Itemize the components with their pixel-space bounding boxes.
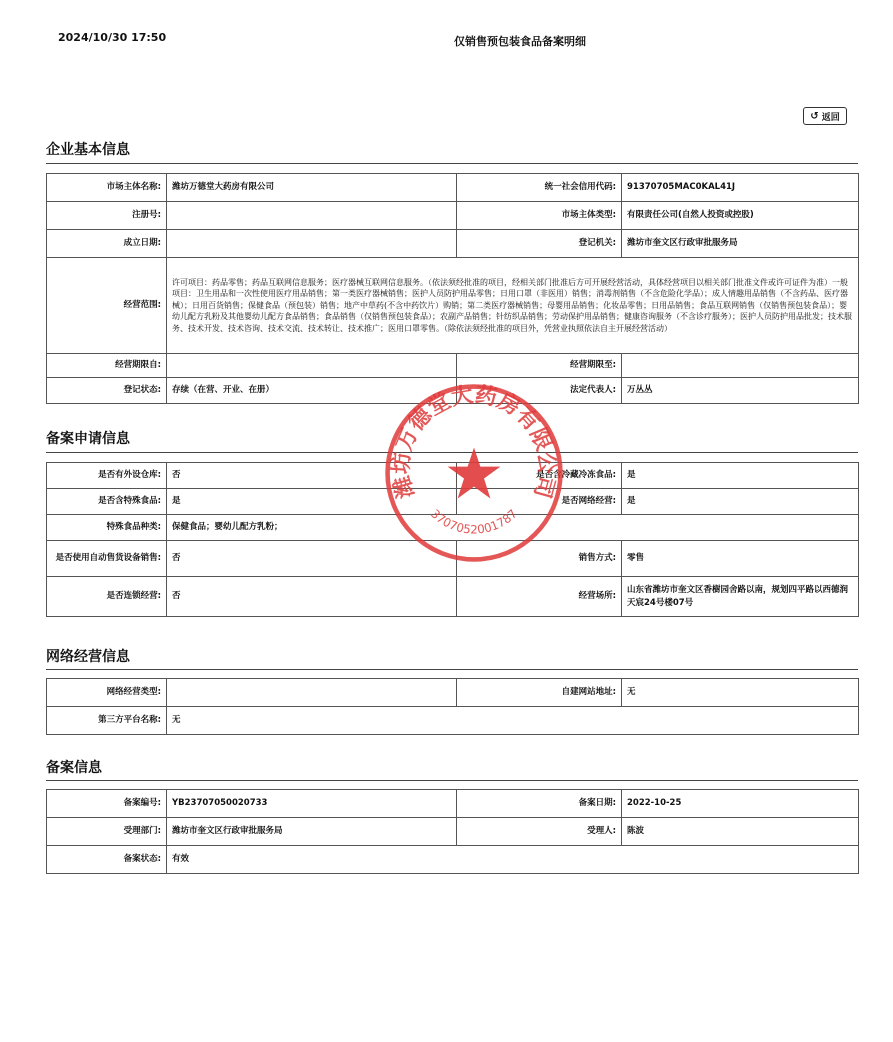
field-value: 山东省潍坊市奎文区香樹园舍路以南，规划四平路以西德润天宸24号楼07号	[622, 577, 859, 617]
field-label: 是否有外设仓库:	[47, 463, 167, 489]
field-value: YB23707050020733	[167, 790, 457, 818]
field-value: 无	[167, 707, 859, 735]
field-value: 保健食品；婴幼儿配方乳粉；	[167, 515, 859, 541]
field-label: 网络经营类型:	[47, 679, 167, 707]
field-label: 统一社会信用代码:	[457, 174, 622, 202]
field-value: 潍坊市奎文区行政审批服务局	[167, 818, 457, 846]
field-value	[167, 354, 457, 378]
field-label: 备案状态:	[47, 846, 167, 874]
field-label: 特殊食品种类:	[47, 515, 167, 541]
field-label: 是否网络经营:	[457, 489, 622, 515]
section-title-application: 备案申请信息	[46, 431, 130, 447]
field-value: 是	[622, 463, 859, 489]
seal-company-text: 潍坊万德堂大药房有限公司	[388, 382, 560, 501]
field-value: 2022-10-25	[622, 790, 859, 818]
field-label: 是否连锁经营:	[47, 577, 167, 617]
field-label: 受理人:	[457, 818, 622, 846]
business-scope-value: 许可项目：药品零售；药品互联网信息服务；医疗器械互联网信息服务。（依法须经批准的项目，经相关部门批准后方可开展经营活动，具体经营项目以相关部门批准文件或许可证件为准）一般项目：卫生用品和一次性使用医疗用品销售；第一类医疗器械销售；医护人员防护用品零售；日用口罩（非医用）销售；消毒剂销售（不含危险化学品）；成人情趣用品销售（不含药品、医疗器械）；日用百货销售；保健食品（预包装）销售；地产中草药(不含中药饮片）购销；第二类医疗器械销售；母婴用品销售；化妆品零售；日用品销售；食品互联网销售（仅销售预包装食品）；婴幼儿配方乳粉及其他婴幼儿配方食品销售；食品销售（仅销售预包装食品）；农副产品销售；针纺织品销售；劳动保护用品销售；健康咨询服务（不含诊疗服务）；医护人员防护用品批发；技术服务、技术开发、技术咨询、技术交流、技术转让、技术推广；医用口罩零售。（除依法须经批准的项目外，凭营业执照依法自主开展经营活动）	[167, 258, 859, 354]
undo-icon: ↺	[810, 110, 819, 122]
field-value: 存续（在营、开业、在册）	[167, 378, 457, 404]
field-value	[167, 679, 457, 707]
field-value	[622, 354, 859, 378]
field-label: 销售方式:	[457, 541, 622, 577]
field-value: 零售	[622, 541, 859, 577]
field-label: 经营范围:	[47, 258, 167, 354]
field-label: 是否含特殊食品:	[47, 489, 167, 515]
field-value: 万丛丛	[622, 378, 859, 404]
section-title-basic: 企业基本信息	[46, 142, 130, 158]
field-label: 备案编号:	[47, 790, 167, 818]
back-button-label: 返回	[821, 112, 840, 123]
field-value: 否	[167, 541, 457, 577]
back-button[interactable]	[803, 107, 847, 125]
section-divider	[46, 452, 858, 453]
field-value: 陈波	[622, 818, 859, 846]
field-label: 注册号:	[47, 202, 167, 230]
field-value	[167, 202, 457, 230]
field-label: 市场主体类型:	[457, 202, 622, 230]
field-value: 91370705MAC0KAL41J	[622, 174, 859, 202]
field-label: 是否使用自动售货设备销售:	[47, 541, 167, 577]
field-value: 潍坊市奎文区行政审批服务局	[622, 230, 859, 258]
field-value: 否	[167, 577, 457, 617]
field-label: 经营期限自:	[47, 354, 167, 378]
field-label: 经营期限至:	[457, 354, 622, 378]
field-label: 成立日期:	[47, 230, 167, 258]
field-value: 是	[167, 489, 457, 515]
field-value: 否	[167, 463, 457, 489]
section-title-network: 网络经营信息	[46, 649, 130, 665]
section-title-record: 备案信息	[46, 760, 102, 776]
section-divider	[46, 780, 858, 781]
print-timestamp: 2024/10/30 17:50	[58, 31, 167, 44]
field-label: 经营场所:	[457, 577, 622, 617]
section-divider	[46, 163, 858, 164]
field-value: 潍坊万德堂大药房有限公司	[167, 174, 457, 202]
field-label: 市场主体名称:	[47, 174, 167, 202]
field-value: 无	[622, 679, 859, 707]
field-label: 自建网站地址:	[457, 679, 622, 707]
field-value: 是	[622, 489, 859, 515]
field-label: 登记状态:	[47, 378, 167, 404]
page-title: 仅销售预包装食品备案明细	[454, 35, 586, 48]
field-value: 有效	[167, 846, 859, 874]
field-label: 登记机关:	[457, 230, 622, 258]
field-label: 法定代表人:	[457, 378, 622, 404]
field-value	[167, 230, 457, 258]
field-value: 有限责任公司(自然人投资或控股)	[622, 202, 859, 230]
field-label: 受理部门:	[47, 818, 167, 846]
application-info-table	[46, 462, 859, 617]
section-divider	[46, 669, 858, 670]
network-info-table	[46, 678, 859, 735]
record-info-table	[46, 789, 859, 874]
field-label: 备案日期:	[457, 790, 622, 818]
basic-info-table	[46, 173, 859, 404]
seal-number-text: 3707052001787	[428, 506, 520, 537]
field-label: 是否含冷藏冷冻食品:	[457, 463, 622, 489]
field-label: 第三方平台名称:	[47, 707, 167, 735]
